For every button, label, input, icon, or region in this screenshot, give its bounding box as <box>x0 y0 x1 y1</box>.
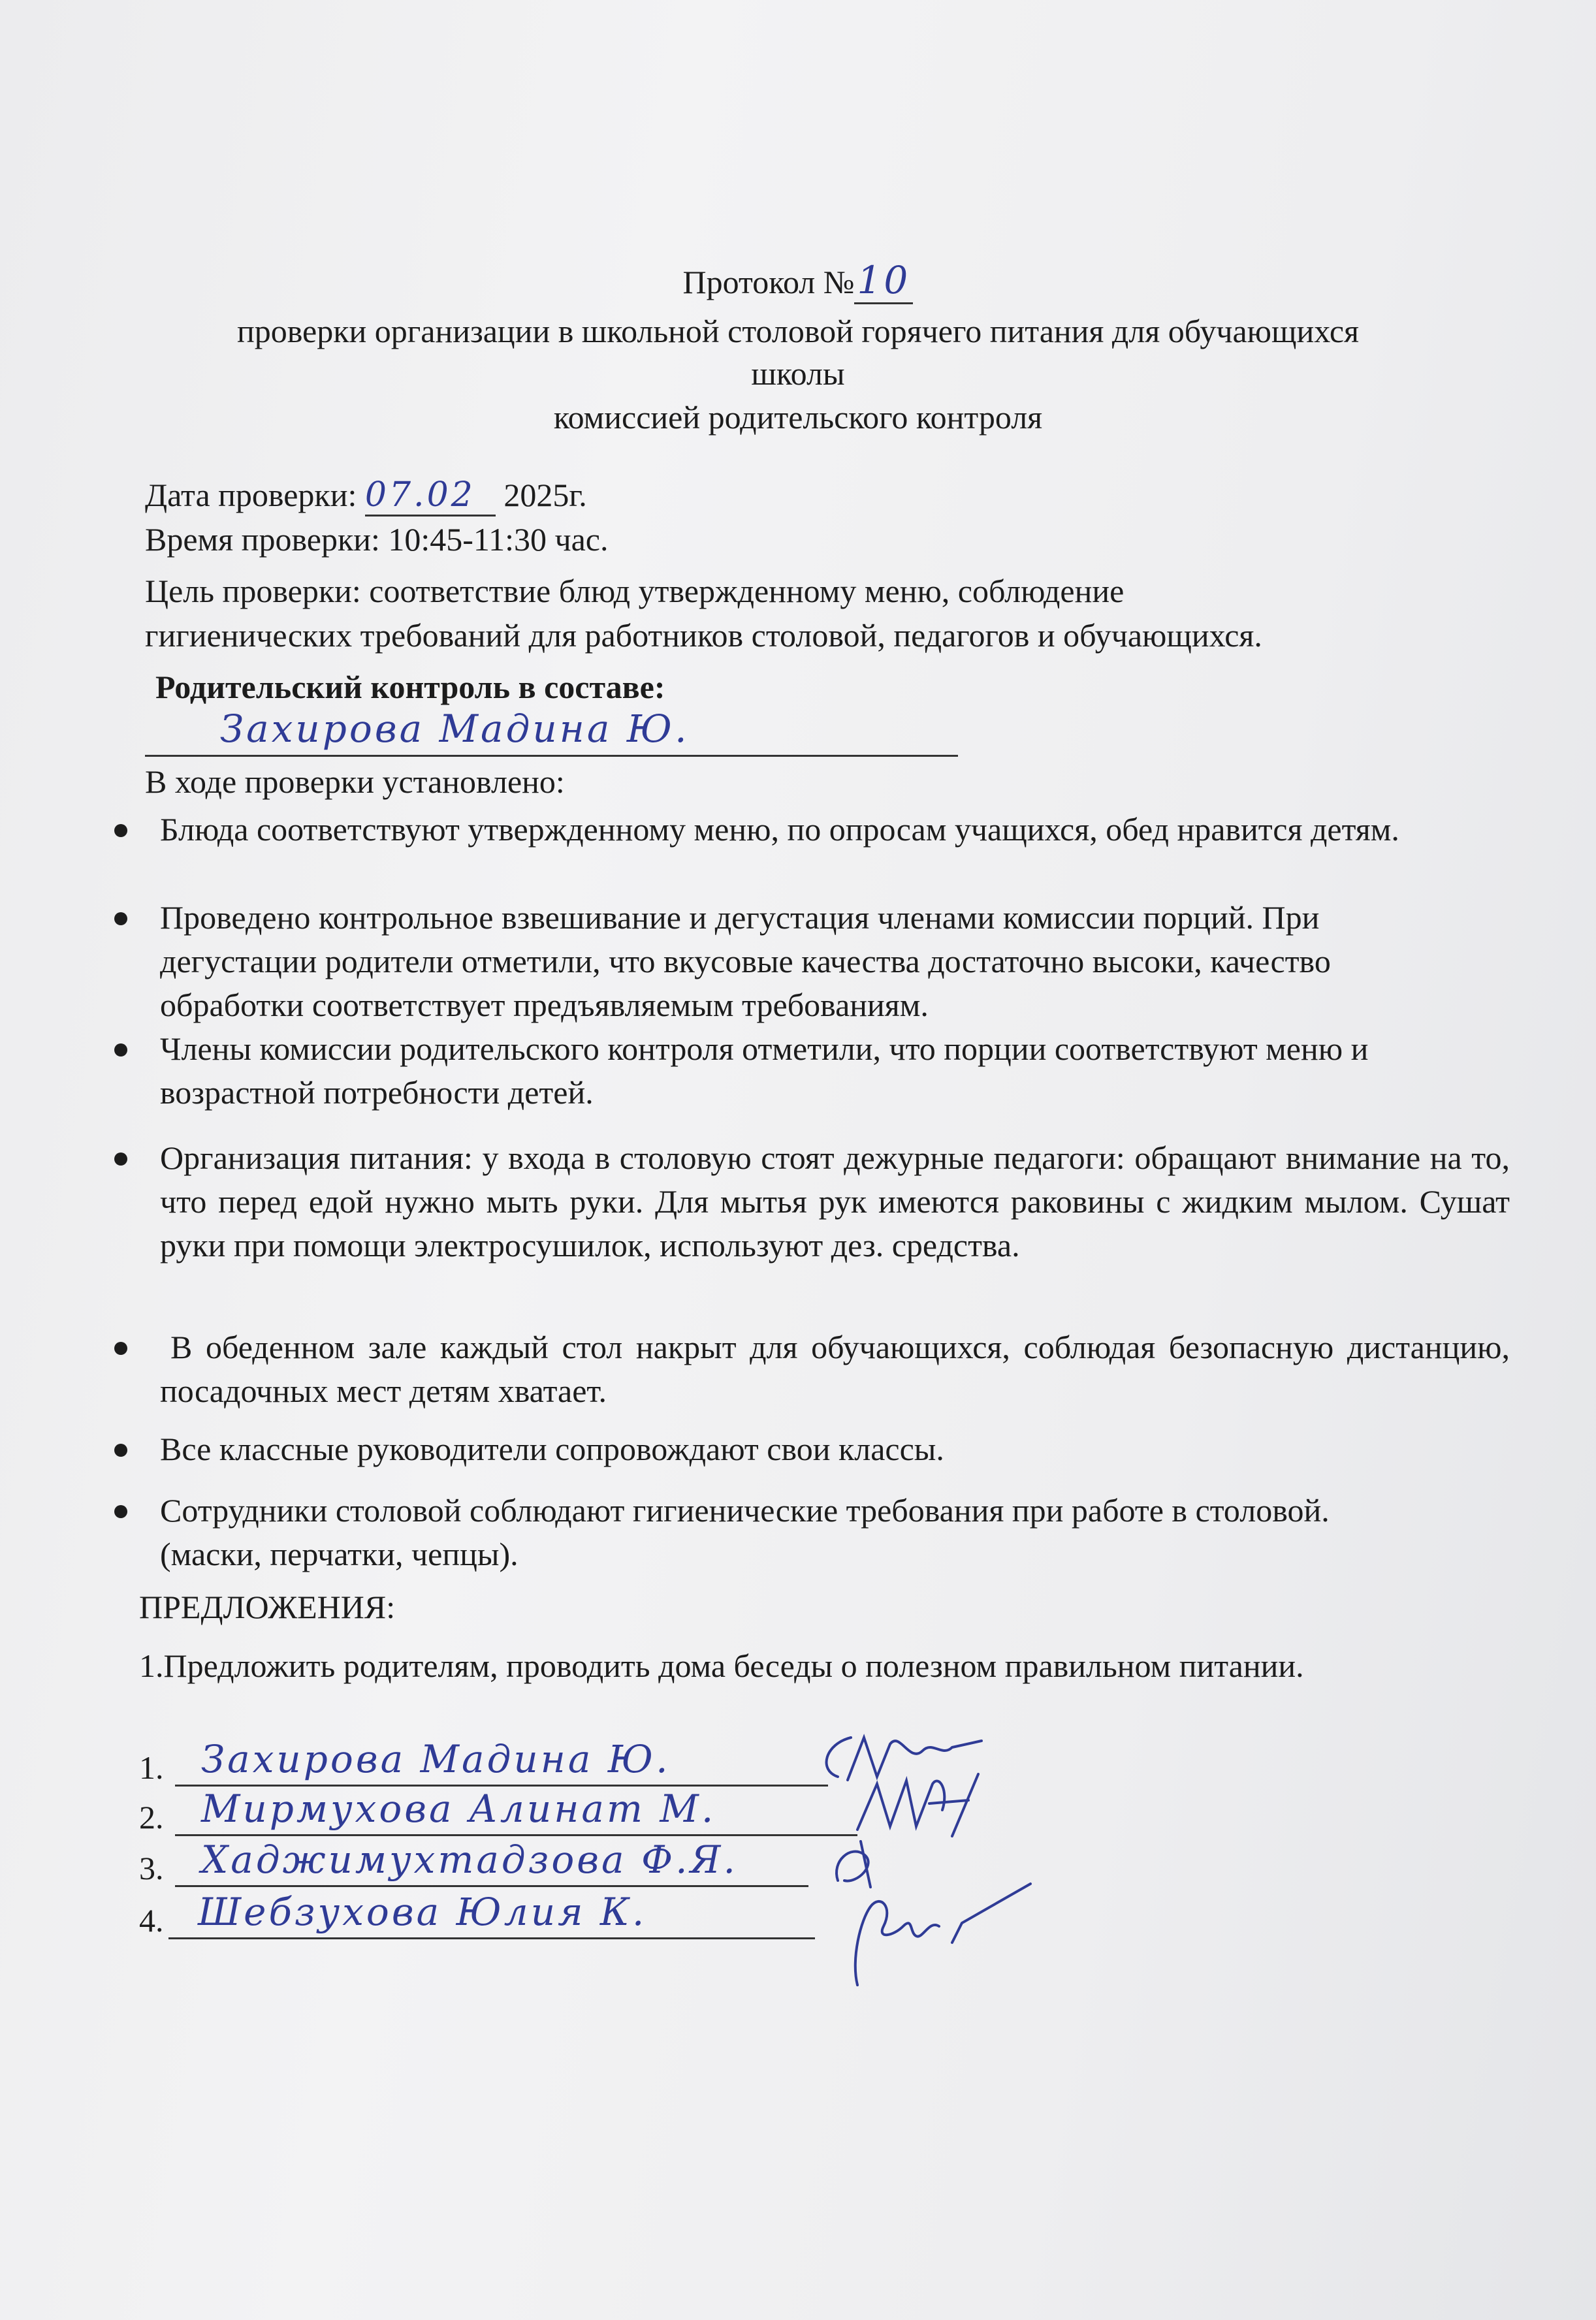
finding-item-7: Сотрудники столовой соблюдают гигиенические требования при работе в столовой. (маски, перчатки, чепцы). <box>160 1492 1330 1572</box>
protocol-label: Протокол № <box>682 264 855 300</box>
date-value: 07.02 <box>364 475 475 515</box>
bullet-2 <box>114 912 127 925</box>
bullet-5 <box>114 1342 127 1355</box>
protocol-number: 10 <box>857 258 911 302</box>
goal-line-1: Цель проверки: соответствие блюд утвержденному меню, соблюдение <box>145 573 1125 609</box>
signature-number: 4. <box>139 1902 164 1939</box>
signature-number: 3. <box>139 1850 164 1886</box>
protocol-subtitle-1: проверки организации в школьной столовой горячего питания для обучающихся <box>236 313 1360 349</box>
date-field <box>365 475 496 516</box>
finding-item-4: Организация питания: у входа в столовую стоят дежурные педагоги: обращают внимание на то, что перед едой нужно мыть руки. Для мытья рук имеются раковины с жидким мылом. Сушат руки при помощи электросушилок, используют дез. средства. <box>160 1139 1510 1263</box>
composition-member: Захирова Мадина Ю. <box>220 707 690 751</box>
signature-mark-4 <box>831 1881 1040 1998</box>
date-line <box>145 475 587 516</box>
proposal-item-1: 1.Предложить родителям, проводить дома беседы о полезном правильном питании. <box>139 1647 1304 1684</box>
signature-name: Мирмухова Алинат М. <box>201 1787 716 1831</box>
finding-item-6: Все классные руководители сопровождают свои классы. <box>160 1431 944 1467</box>
protocol-subtitle-3: комиссией родительского контроля <box>553 399 1043 436</box>
finding-item-2: Проведено контрольное взвешивание и дегустация членами комиссии порций. При дегустации родители отметили, что вкусовые качества достаточно высоки, качество обработки соответствует предъявляемым требованиям. <box>160 899 1331 1023</box>
bullet-6 <box>114 1444 127 1457</box>
bullet-4 <box>114 1152 127 1166</box>
time-line <box>145 520 609 558</box>
signature-number: 2. <box>139 1799 164 1835</box>
finding-item-3: Члены комиссии родительского контроля отметили, что порции соответствуют меню и возрастной потребности детей. <box>160 1030 1369 1111</box>
protocol-subtitle-2: школы <box>751 355 845 392</box>
protocol-title <box>0 258 1596 304</box>
findings-intro: В ходе проверки установлено: <box>145 763 565 800</box>
signature-row-2 <box>139 1787 988 1836</box>
proposals-heading: ПРЕДЛОЖЕНИЯ: <box>139 1589 396 1625</box>
bullet-7 <box>114 1505 127 1518</box>
time-label: Время проверки: <box>145 521 380 558</box>
date-label: Дата проверки: <box>145 477 357 513</box>
composition-field <box>145 707 958 757</box>
bullet-3 <box>114 1043 127 1057</box>
composition-label: Родительский контроль в составе: <box>155 669 665 705</box>
date-year: 2025г. <box>503 477 587 513</box>
signature-row-4 <box>139 1890 1053 1939</box>
signature-number: 1. <box>139 1749 164 1786</box>
signature-name: Шебзухова Юлия К. <box>198 1890 647 1934</box>
signature-name: Хаджимухтадзова Ф.Я. <box>201 1837 738 1882</box>
goal-line-2: гигиенических требований для работников столовой, педагогов и обучающихся. <box>145 617 1262 654</box>
finding-item-1: Блюда соответствуют утвержденному меню, по опросам учащихся, обед нравится детям. <box>160 811 1399 848</box>
time-value: 10:45-11:30 час. <box>388 521 609 558</box>
signature-name: Захирова Мадина Ю. <box>201 1737 671 1781</box>
protocol-number-field <box>854 258 913 304</box>
bullet-1 <box>114 824 127 837</box>
finding-item-5: В обеденном зале каждый стол накрыт для обучающихся, соблюдая безопасную дистанцию, посадочных мест детям хватает. <box>160 1329 1510 1409</box>
